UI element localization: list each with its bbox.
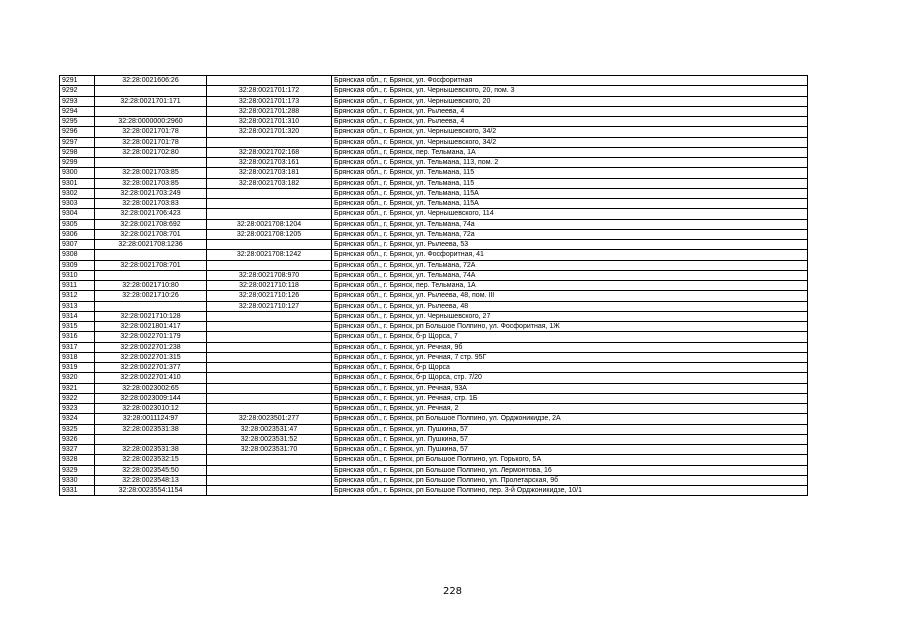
table-row: [60, 445, 808, 455]
table-row: [60, 373, 808, 383]
table-row: [60, 229, 808, 239]
address-cell: Брянская обл., г. Брянск, пер. Тельмана, 1А: [332, 147, 808, 157]
table-row: [60, 188, 808, 198]
cadastral-number-cell: 32:28:0021701:78: [95, 127, 207, 137]
address-cell: Брянская обл., г. Брянск, ул. Рылеева, 4: [332, 117, 808, 127]
address-cell: Брянская обл., г. Брянск, ул. Тельмана, 74а: [332, 219, 808, 229]
cadastral-number-cell: 32:28:0023009:144: [95, 393, 207, 403]
cadastral-number-cell: 32:28:0023554:1154: [95, 486, 207, 496]
cadastral-number-cell: 32:28:0023010:12: [95, 404, 207, 414]
row-number-cell: 9294: [60, 106, 95, 116]
address-cell: Брянская обл., г. Брянск, б-р Щорса: [332, 363, 808, 373]
object-cadastral-number-cell: [207, 199, 332, 209]
object-cadastral-number-cell: [207, 455, 332, 465]
cadastral-number-cell: 32:28:0023531:38: [95, 445, 207, 455]
row-number-cell: 9320: [60, 373, 95, 383]
address-cell: Брянская обл., г. Брянск, ул. Тельмана, 113, пом. 2: [332, 158, 808, 168]
row-number-cell: 9298: [60, 147, 95, 157]
row-number-cell: 9321: [60, 383, 95, 393]
object-cadastral-number-cell: [207, 393, 332, 403]
address-cell: Брянская обл., г. Брянск, ул. Тельмана, 72а: [332, 229, 808, 239]
table-row: [60, 209, 808, 219]
row-number-cell: 9329: [60, 465, 95, 475]
cadastral-number-cell: 32:28:0023002:65: [95, 383, 207, 393]
row-number-cell: 9293: [60, 96, 95, 106]
address-cell: Брянская обл., г. Брянск, ул. Чернышевского, 34/2: [332, 127, 808, 137]
table-row: [60, 219, 808, 229]
object-cadastral-number-cell: [207, 342, 332, 352]
cadastral-number-cell: [95, 250, 207, 260]
cadastral-number-cell: 32:28:0011124:97: [95, 414, 207, 424]
table-row: [60, 127, 808, 137]
address-cell: Брянская обл., г. Брянск, рп Большое Полпино, ул. Орджоникидзе, 2А: [332, 414, 808, 424]
object-cadastral-number-cell: 32:28:0021701:288: [207, 106, 332, 116]
row-number-cell: 9318: [60, 352, 95, 362]
object-cadastral-number-cell: [207, 352, 332, 362]
table-row: [60, 281, 808, 291]
table-row: [60, 76, 808, 86]
address-cell: Брянская обл., г. Брянск, ул. Чернышевского, 34/2: [332, 137, 808, 147]
cadastral-number-cell: [95, 301, 207, 311]
address-cell: Брянская обл., г. Брянск, ул. Рылеева, 53: [332, 240, 808, 250]
object-cadastral-number-cell: 32:28:0021703:182: [207, 178, 332, 188]
cadastral-number-cell: 32:28:0021708:701: [95, 260, 207, 270]
object-cadastral-number-cell: [207, 209, 332, 219]
row-number-cell: 9295: [60, 117, 95, 127]
table-row: [60, 311, 808, 321]
address-cell: Брянская обл., г. Брянск, рп Большое Полпино, ул. Пролетарская, 9б: [332, 475, 808, 485]
object-cadastral-number-cell: [207, 486, 332, 496]
address-cell: Брянская обл., г. Брянск, ул. Речная, 7 стр. 95Г: [332, 352, 808, 362]
table-row: [60, 455, 808, 465]
table-row: [60, 414, 808, 424]
object-cadastral-number-cell: 32:28:0023531:52: [207, 434, 332, 444]
table-row: [60, 250, 808, 260]
address-cell: Брянская обл., г. Брянск, ул. Речная, 2: [332, 404, 808, 414]
address-cell: Брянская обл., г. Брянск, рп Большое Полпино, ул. Лермонтова, 16: [332, 465, 808, 475]
table-row: [60, 147, 808, 157]
table-row: [60, 178, 808, 188]
row-number-cell: 9322: [60, 393, 95, 403]
table-row: [60, 240, 808, 250]
cadastral-number-cell: 32:28:0022701:238: [95, 342, 207, 352]
table-row: [60, 270, 808, 280]
cadastral-number-cell: 32:28:0021708:701: [95, 229, 207, 239]
cadastral-number-cell: 32:28:0022701:179: [95, 332, 207, 342]
table-row: [60, 86, 808, 96]
address-cell: Брянская обл., г. Брянск, ул. Фосфоритная: [332, 76, 808, 86]
address-cell: Брянская обл., г. Брянск, ул. Рылеева, 48, пом. III: [332, 291, 808, 301]
address-cell: Брянская обл., г. Брянск, ул. Тельмана, 115: [332, 168, 808, 178]
object-cadastral-number-cell: [207, 332, 332, 342]
row-number-cell: 9325: [60, 424, 95, 434]
address-cell: Брянская обл., г. Брянск, пер. Тельмана, 1А: [332, 281, 808, 291]
cadastral-number-cell: 32:28:0021702:80: [95, 147, 207, 157]
property-table-body: [60, 76, 808, 496]
row-number-cell: 9303: [60, 199, 95, 209]
row-number-cell: 9319: [60, 363, 95, 373]
row-number-cell: 9323: [60, 404, 95, 414]
object-cadastral-number-cell: 32:28:0021701:310: [207, 117, 332, 127]
table-row: [60, 260, 808, 270]
row-number-cell: 9316: [60, 332, 95, 342]
table-row: [60, 96, 808, 106]
table-row: [60, 434, 808, 444]
address-cell: Брянская обл., г. Брянск, ул. Тельмана, 115А: [332, 188, 808, 198]
object-cadastral-number-cell: 32:28:0021708:970: [207, 270, 332, 280]
object-cadastral-number-cell: [207, 373, 332, 383]
object-cadastral-number-cell: 32:28:0021701:172: [207, 86, 332, 96]
cadastral-number-cell: 32:28:0021701:171: [95, 96, 207, 106]
cadastral-number-cell: [95, 86, 207, 96]
object-cadastral-number-cell: [207, 311, 332, 321]
address-cell: Брянская обл., г. Брянск, ул. Тельмана, 115А: [332, 199, 808, 209]
address-cell: Брянская обл., г. Брянск, ул. Пушкина, 57: [332, 434, 808, 444]
row-number-cell: 9307: [60, 240, 95, 250]
row-number-cell: 9312: [60, 291, 95, 301]
row-number-cell: 9300: [60, 168, 95, 178]
object-cadastral-number-cell: 32:28:0021702:168: [207, 147, 332, 157]
object-cadastral-number-cell: [207, 240, 332, 250]
cadastral-number-cell: [95, 270, 207, 280]
table-row: [60, 199, 808, 209]
address-cell: Брянская обл., г. Брянск, рп Большое Полпино, пер. 3-й Орджоникидзе, 10/1: [332, 486, 808, 496]
table-row: [60, 486, 808, 496]
table-row: [60, 332, 808, 342]
table-row: [60, 363, 808, 373]
row-number-cell: 9291: [60, 76, 95, 86]
table-row: [60, 137, 808, 147]
cadastral-number-cell: 32:28:0022701:410: [95, 373, 207, 383]
cadastral-number-cell: 32:28:0023545:50: [95, 465, 207, 475]
address-cell: Брянская обл., г. Брянск, ул. Речная, 9б: [332, 342, 808, 352]
table-row: [60, 291, 808, 301]
table-row: [60, 404, 808, 414]
table-row: [60, 465, 808, 475]
row-number-cell: 9315: [60, 322, 95, 332]
address-cell: Брянская обл., г. Брянск, ул. Фосфоритная, 41: [332, 250, 808, 260]
cadastral-number-cell: 32:28:0021710:128: [95, 311, 207, 321]
address-cell: Брянская обл., г. Брянск, ул. Тельмана, 72А: [332, 260, 808, 270]
row-number-cell: 9324: [60, 414, 95, 424]
table-row: [60, 424, 808, 434]
cadastral-number-cell: 32:28:0022701:377: [95, 363, 207, 373]
row-number-cell: 9304: [60, 209, 95, 219]
object-cadastral-number-cell: [207, 76, 332, 86]
address-cell: Брянская обл., г. Брянск, б-р Щорса, 7: [332, 332, 808, 342]
object-cadastral-number-cell: 32:28:0021710:126: [207, 291, 332, 301]
row-number-cell: 9305: [60, 219, 95, 229]
table-row: [60, 475, 808, 485]
object-cadastral-number-cell: [207, 404, 332, 414]
address-cell: Брянская обл., г. Брянск, ул. Речная, 93А: [332, 383, 808, 393]
address-cell: Брянская обл., г. Брянск, ул. Рылеева, 4: [332, 106, 808, 116]
object-cadastral-number-cell: [207, 188, 332, 198]
cadastral-number-cell: 32:28:0021703:83: [95, 199, 207, 209]
cadastral-number-cell: 32:28:0021606:26: [95, 76, 207, 86]
address-cell: Брянская обл., г. Брянск, рп Большое Полпино, ул. Горького, 5А: [332, 455, 808, 465]
row-number-cell: 9308: [60, 250, 95, 260]
cadastral-number-cell: 32:28:0021710:80: [95, 281, 207, 291]
object-cadastral-number-cell: 32:28:0021703:161: [207, 158, 332, 168]
row-number-cell: 9299: [60, 158, 95, 168]
table-row: [60, 352, 808, 362]
object-cadastral-number-cell: [207, 465, 332, 475]
cadastral-number-cell: 32:28:0021708:1236: [95, 240, 207, 250]
address-cell: Брянская обл., г. Брянск, ул. Чернышевского, 27: [332, 311, 808, 321]
address-cell: Брянская обл., г. Брянск, ул. Чернышевского, 114: [332, 209, 808, 219]
cadastral-number-cell: 32:28:0021701:78: [95, 137, 207, 147]
cadastral-number-cell: 32:28:0021801:417: [95, 322, 207, 332]
cadastral-number-cell: [95, 434, 207, 444]
object-cadastral-number-cell: [207, 137, 332, 147]
cadastral-number-cell: 32:28:0021703:85: [95, 168, 207, 178]
row-number-cell: 9296: [60, 127, 95, 137]
table-row: [60, 342, 808, 352]
table-row: [60, 106, 808, 116]
object-cadastral-number-cell: 32:28:0023531:47: [207, 424, 332, 434]
cadastral-number-cell: 32:28:0022701:315: [95, 352, 207, 362]
address-cell: Брянская обл., г. Брянск, ул. Пушкина, 57: [332, 424, 808, 434]
cadastral-number-cell: 32:28:0021710:26: [95, 291, 207, 301]
object-cadastral-number-cell: 32:28:0021708:1204: [207, 219, 332, 229]
object-cadastral-number-cell: [207, 363, 332, 373]
property-table: [59, 75, 808, 496]
row-number-cell: 9326: [60, 434, 95, 444]
row-number-cell: 9314: [60, 311, 95, 321]
table-row: [60, 168, 808, 178]
object-cadastral-number-cell: 32:28:0023501:277: [207, 414, 332, 424]
cadastral-number-cell: 32:28:0021706:423: [95, 209, 207, 219]
table-row: [60, 301, 808, 311]
row-number-cell: 9292: [60, 86, 95, 96]
object-cadastral-number-cell: 32:28:0021708:1242: [207, 250, 332, 260]
address-cell: Брянская обл., г. Брянск, рп Большое Полпино, ул. Фосфоритная, 1Ж: [332, 322, 808, 332]
object-cadastral-number-cell: 32:28:0021710:118: [207, 281, 332, 291]
table-row: [60, 158, 808, 168]
object-cadastral-number-cell: [207, 383, 332, 393]
address-cell: Брянская обл., г. Брянск, ул. Рылеева, 48: [332, 301, 808, 311]
cadastral-number-cell: [95, 158, 207, 168]
cadastral-number-cell: 32:28:0023531:38: [95, 424, 207, 434]
row-number-cell: 9317: [60, 342, 95, 352]
object-cadastral-number-cell: 32:28:0023531:70: [207, 445, 332, 455]
row-number-cell: 9330: [60, 475, 95, 485]
table-row: [60, 117, 808, 127]
object-cadastral-number-cell: [207, 260, 332, 270]
row-number-cell: 9309: [60, 260, 95, 270]
row-number-cell: 9328: [60, 455, 95, 465]
cadastral-number-cell: 32:28:0023532:15: [95, 455, 207, 465]
row-number-cell: 9327: [60, 445, 95, 455]
object-cadastral-number-cell: 32:28:0021708:1205: [207, 229, 332, 239]
cadastral-number-cell: 32:28:0021703:85: [95, 178, 207, 188]
row-number-cell: 9297: [60, 137, 95, 147]
address-cell: Брянская обл., г. Брянск, ул. Речная, стр. 1Б: [332, 393, 808, 403]
cadastral-number-cell: 32:28:0023548:13: [95, 475, 207, 485]
cadastral-number-cell: [95, 106, 207, 116]
page-number: 228: [442, 586, 463, 597]
row-number-cell: 9331: [60, 486, 95, 496]
cadastral-number-cell: 32:28:0000000:2960: [95, 117, 207, 127]
row-number-cell: 9310: [60, 270, 95, 280]
table-row: [60, 393, 808, 403]
row-number-cell: 9302: [60, 188, 95, 198]
row-number-cell: 9313: [60, 301, 95, 311]
row-number-cell: 9301: [60, 178, 95, 188]
address-cell: Брянская обл., г. Брянск, ул. Тельмана, 115: [332, 178, 808, 188]
address-cell: Брянская обл., г. Брянск, б-р Щорса, стр. 7/20: [332, 373, 808, 383]
object-cadastral-number-cell: 32:28:0021710:127: [207, 301, 332, 311]
object-cadastral-number-cell: 32:28:0021701:320: [207, 127, 332, 137]
cadastral-number-cell: 32:28:0021708:692: [95, 219, 207, 229]
object-cadastral-number-cell: 32:28:0021703:181: [207, 168, 332, 178]
object-cadastral-number-cell: [207, 475, 332, 485]
address-cell: Брянская обл., г. Брянск, ул. Чернышевского, 20: [332, 96, 808, 106]
table-row: [60, 322, 808, 332]
row-number-cell: 9306: [60, 229, 95, 239]
table-row: [60, 383, 808, 393]
address-cell: Брянская обл., г. Брянск, ул. Тельмана, 74А: [332, 270, 808, 280]
address-cell: Брянская обл., г. Брянск, ул. Чернышевского, 20, пом. 3: [332, 86, 808, 96]
address-cell: Брянская обл., г. Брянск, ул. Пушкина, 57: [332, 445, 808, 455]
row-number-cell: 9311: [60, 281, 95, 291]
object-cadastral-number-cell: [207, 322, 332, 332]
cadastral-number-cell: 32:28:0021703:249: [95, 188, 207, 198]
object-cadastral-number-cell: 32:28:0021701:173: [207, 96, 332, 106]
